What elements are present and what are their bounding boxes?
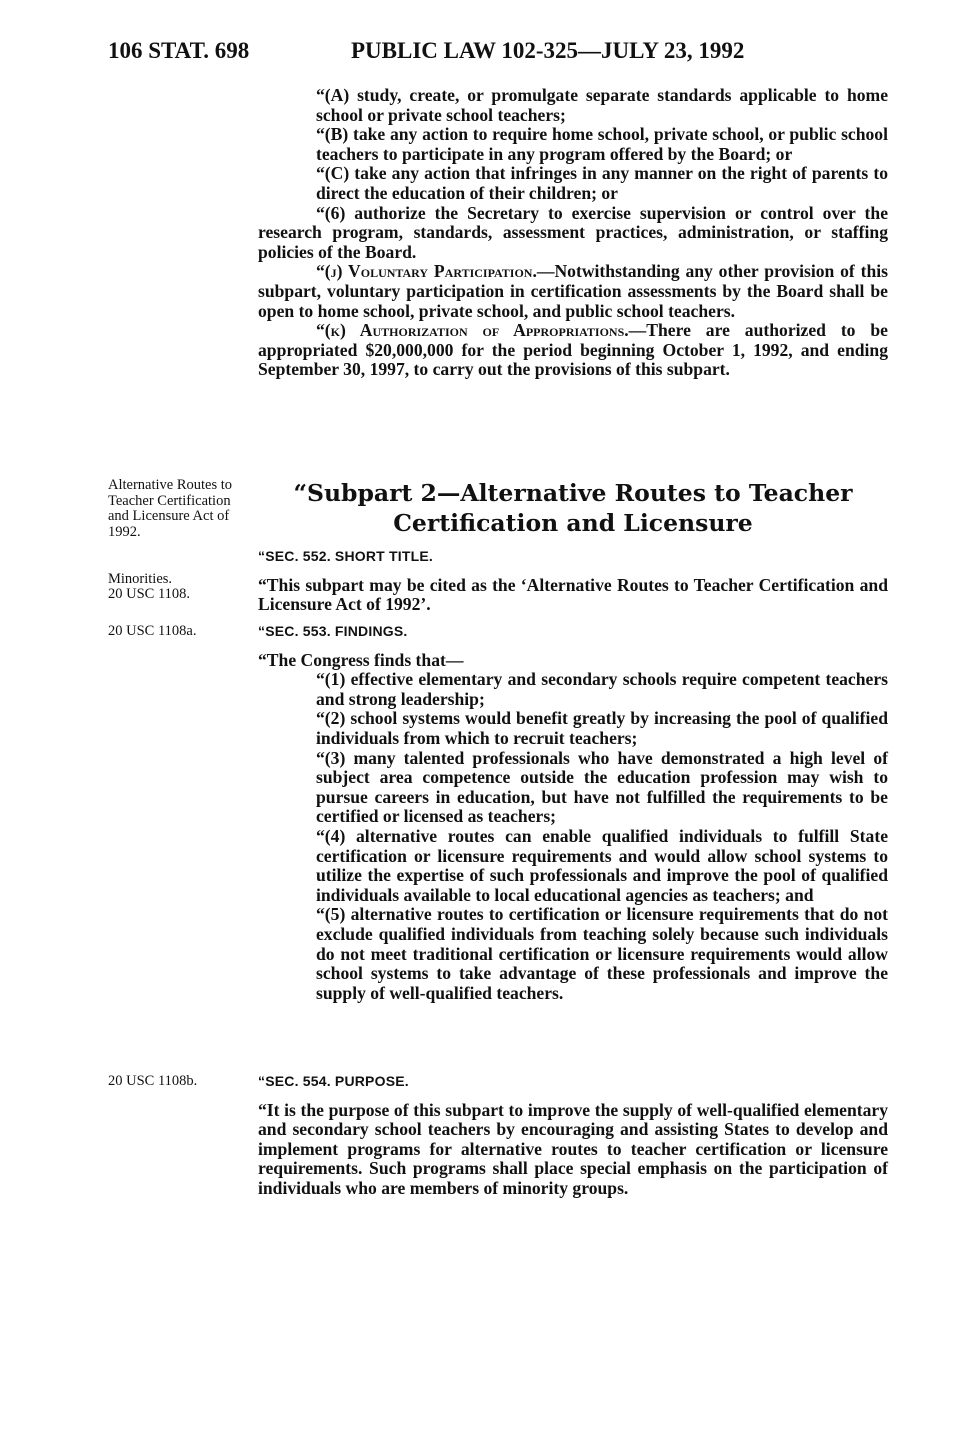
item-6: “(6) authorize the Secretary to exercise supervision or control over the research program, standards, assessment practices, administration, or staffing policies of the Board. xyxy=(258,202,888,262)
section-552-heading: “SEC. 552. SHORT TITLE. xyxy=(258,548,433,564)
section-552 xyxy=(258,546,888,615)
law-reference: PUBLIC LAW 102-325—JULY 23, 1992 xyxy=(351,38,745,63)
finding-2: “(2) school systems would benefit greatly by increasing the pool of qualified individuals from which to recruit teachers; xyxy=(316,708,888,748)
finding-1: “(1) effective elementary and secondary schools require competent teachers and strong leadership; xyxy=(316,669,888,709)
subpart-heading xyxy=(258,478,888,538)
item-b: “(B) take any action to require home school, private school, or public school teachers to participate in any program offered by the Board; or xyxy=(316,124,888,164)
margin-note-usc-1108: 20 USC 1108. xyxy=(108,586,191,602)
authorization-of-appropriations xyxy=(258,321,888,380)
running-head xyxy=(108,38,898,78)
voluntary-participation xyxy=(258,262,888,321)
finding-5: “(5) alternative routes to certification or licensure requirements that do not exclude qualified individuals from teaching solely because such individuals do not meet traditional certification or licensure requirements would allow school systems to take advantage of these professionals and improve the supply of well-qualified teachers. xyxy=(316,904,888,1003)
authorization-label: “(k) Authorization of Appropriations. xyxy=(316,320,629,341)
section-553-heading: “SEC. 553. FINDINGS. xyxy=(258,623,408,639)
section-552-text: “This subpart may be cited as the ‘Alternative Routes to Teacher Certification and Licensure Act of 1992’. xyxy=(258,574,888,615)
finding-3: “(3) many talented professionals who have demonstrated a high level of subject area competence outside the education profession may wish to pursue careers in education, but have not fulfilled the requirements to be certified or licensed as teachers; xyxy=(316,747,888,827)
margin-note-usc-1108b: 20 USC 1108b. xyxy=(108,1073,198,1089)
subpart-heading-line2: Certification and Licensure xyxy=(393,509,753,537)
section-554-text: “It is the purpose of this subpart to improve the supply of well-qualified elementary and secondary school teachers by encouraging and assisting States to develop and implement programs for alternative routes to teacher certification or licensure requirements. Such programs shall place special emphasis on the participation of individuals who are members of minority groups. xyxy=(258,1099,888,1198)
section-553-intro: “The Congress finds that— xyxy=(258,649,464,670)
item-a: “(A) study, create, or promulgate separate standards applicable to home school or private school teachers; xyxy=(316,85,888,125)
margin-note-usc-1108a: 20 USC 1108a. xyxy=(108,623,197,639)
subpart-heading-line1: “Subpart 2—Alternative Routes to Teacher xyxy=(293,479,853,507)
page-reference: 106 STAT. 698 xyxy=(108,38,250,63)
margin-note-minorities: Minorities. xyxy=(108,571,173,587)
section-553 xyxy=(258,621,888,1003)
authorization-text: —There are authorized to be appropriated $20,000,000 for the period beginning October 1, 1992, and ending September 30, 1997, to carry out the provisions of this subpart. xyxy=(258,320,888,380)
voluntary-participation-label: “(j) Voluntary Participation. xyxy=(316,261,537,282)
margin-note-act-name: Alternative Routes to Teacher Certification and Licensure Act of 1992. xyxy=(108,477,233,540)
item-c: “(C) take any action that infringes in any manner on the right of parents to direct the education of their children; or xyxy=(316,163,888,203)
finding-4: “(4) alternative routes can enable qualified individuals to fulfill State certification or licensure requirements and would allow school systems to utilize the expertise of such professionals and improve the pool of qualified individuals available to local educational agencies as teachers; and xyxy=(316,825,888,905)
section-554 xyxy=(258,1071,888,1199)
section-554-heading: “SEC. 554. PURPOSE. xyxy=(258,1073,409,1089)
upper-provisions xyxy=(258,86,888,380)
voluntary-participation-text: —Notwithstanding any other provision of this subpart, voluntary participation in certification assessments by the Board shall be open to home school, private school, and public school teachers. xyxy=(258,261,888,321)
